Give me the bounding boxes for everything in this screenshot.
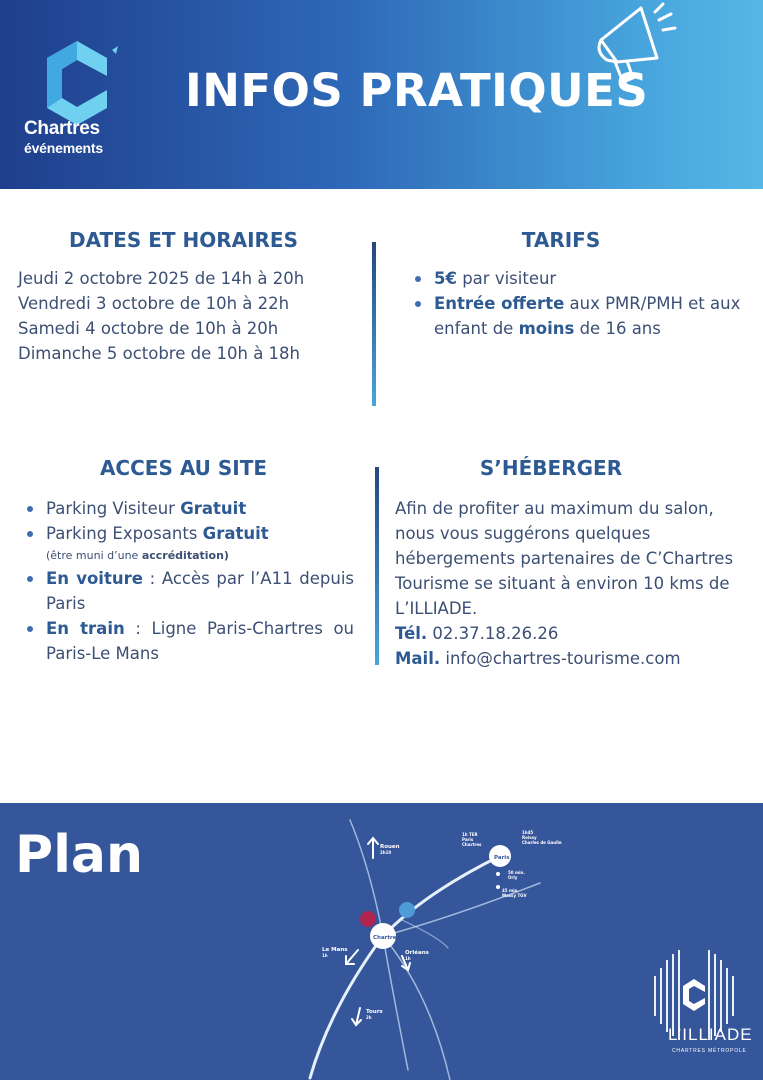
heberger-tel: Tél. 02.37.18.26.26 bbox=[395, 624, 559, 643]
map-label-rouen-time: 2h10 bbox=[380, 850, 392, 855]
date-line-4: Dimanche 5 octobre de 10h à 18h bbox=[18, 344, 300, 363]
map-label-orly: Orly bbox=[508, 875, 518, 880]
map-label-massy-time: 45 min. bbox=[502, 888, 519, 893]
acces-item-parking-visiteur: Parking Visiteur Gratuit bbox=[20, 496, 354, 521]
map-label-massy: Massy TGV bbox=[502, 893, 527, 898]
logo-text-chartres: Chartres bbox=[24, 118, 100, 139]
map-label-roissy-1: Roissy bbox=[522, 835, 537, 840]
tarif-item-visitor: 5€ par visiteur bbox=[408, 266, 753, 291]
map-node-paris: Paris bbox=[494, 855, 510, 861]
map-label-le-mans-time: 1h bbox=[322, 953, 328, 958]
header-banner bbox=[0, 0, 763, 189]
tarifs-list bbox=[408, 266, 753, 341]
acces-title: ACCES AU SITE bbox=[99, 456, 268, 480]
divider-top bbox=[372, 242, 376, 406]
map-label-paris-3: Chartres bbox=[462, 842, 482, 847]
map-label-le-mans: Le Mans bbox=[322, 947, 348, 953]
heberger-mail[interactable]: Mail. info@chartres-tourisme.com bbox=[395, 649, 681, 668]
illiade-name: L’ILLIADE bbox=[668, 1025, 753, 1044]
tarifs-title: TARIFS bbox=[521, 228, 601, 252]
dates-title: DATES ET HORAIRES bbox=[69, 228, 298, 252]
acces-item-voiture: En voiture : Accès par l’A11 depuis Paris bbox=[20, 566, 354, 616]
map-label-roissy-2: Charles de Gaulle bbox=[522, 840, 562, 845]
heberger-title: S’HÉBERGER bbox=[479, 456, 623, 480]
page-title: INFOS PRATIQUES bbox=[185, 64, 649, 117]
date-line-2: Vendredi 3 octobre de 10h à 22h bbox=[18, 294, 290, 313]
tarif-item-free: Entrée offerte aux PMR/PMH et aux enfant de moins de 16 ans bbox=[408, 291, 753, 341]
map-label-orleans: Orléans bbox=[405, 950, 429, 956]
heberger-paragraph: Afin de profiter au maximum du salon, nous vous suggérons quelques hébergements partenaires de C’Chartres Tourisme se situant à environ 10 kms de L’ILLIADE. bbox=[395, 499, 734, 618]
acces-item-parking-exposants: Parking Exposants Gratuit bbox=[20, 521, 354, 546]
map-label-orleans-time: 1h bbox=[405, 956, 411, 961]
plan-title: Plan bbox=[15, 825, 144, 885]
date-line-1: Jeudi 2 octobre 2025 de 14h à 20h bbox=[18, 269, 305, 288]
heberger-block bbox=[395, 496, 745, 671]
map-label-orly-time: 50 min. bbox=[508, 870, 525, 875]
map-label-roissy-time: 1h45 bbox=[522, 830, 534, 835]
map-label-rouen: Rouen bbox=[380, 844, 400, 850]
megaphone-icon bbox=[593, 0, 683, 90]
accreditation-note: (être muni d’une accréditation) bbox=[46, 549, 229, 562]
illiade-subtitle: CHARTRES MÉTROPOLE bbox=[672, 1048, 747, 1054]
divider-bottom bbox=[375, 467, 379, 665]
acces-list bbox=[20, 496, 354, 666]
plan-section bbox=[0, 803, 763, 1080]
acces-item-train: En train : Ligne Paris-Chartres ou Paris-Le Mans bbox=[20, 616, 354, 666]
date-line-3: Samedi 4 octobre de 10h à 20h bbox=[18, 319, 279, 338]
map-label-paris-2: Paris bbox=[462, 837, 474, 842]
dates-list bbox=[18, 266, 348, 366]
map-label-tours: Tours bbox=[366, 1009, 383, 1015]
map-label-tours-time: 2h bbox=[366, 1015, 372, 1020]
map-label-paris-1: 1h TER bbox=[462, 832, 478, 837]
map-node-chartres: Chartres bbox=[373, 935, 400, 941]
logo-text-evenements: événements bbox=[24, 140, 103, 156]
access-map bbox=[290, 808, 610, 1080]
